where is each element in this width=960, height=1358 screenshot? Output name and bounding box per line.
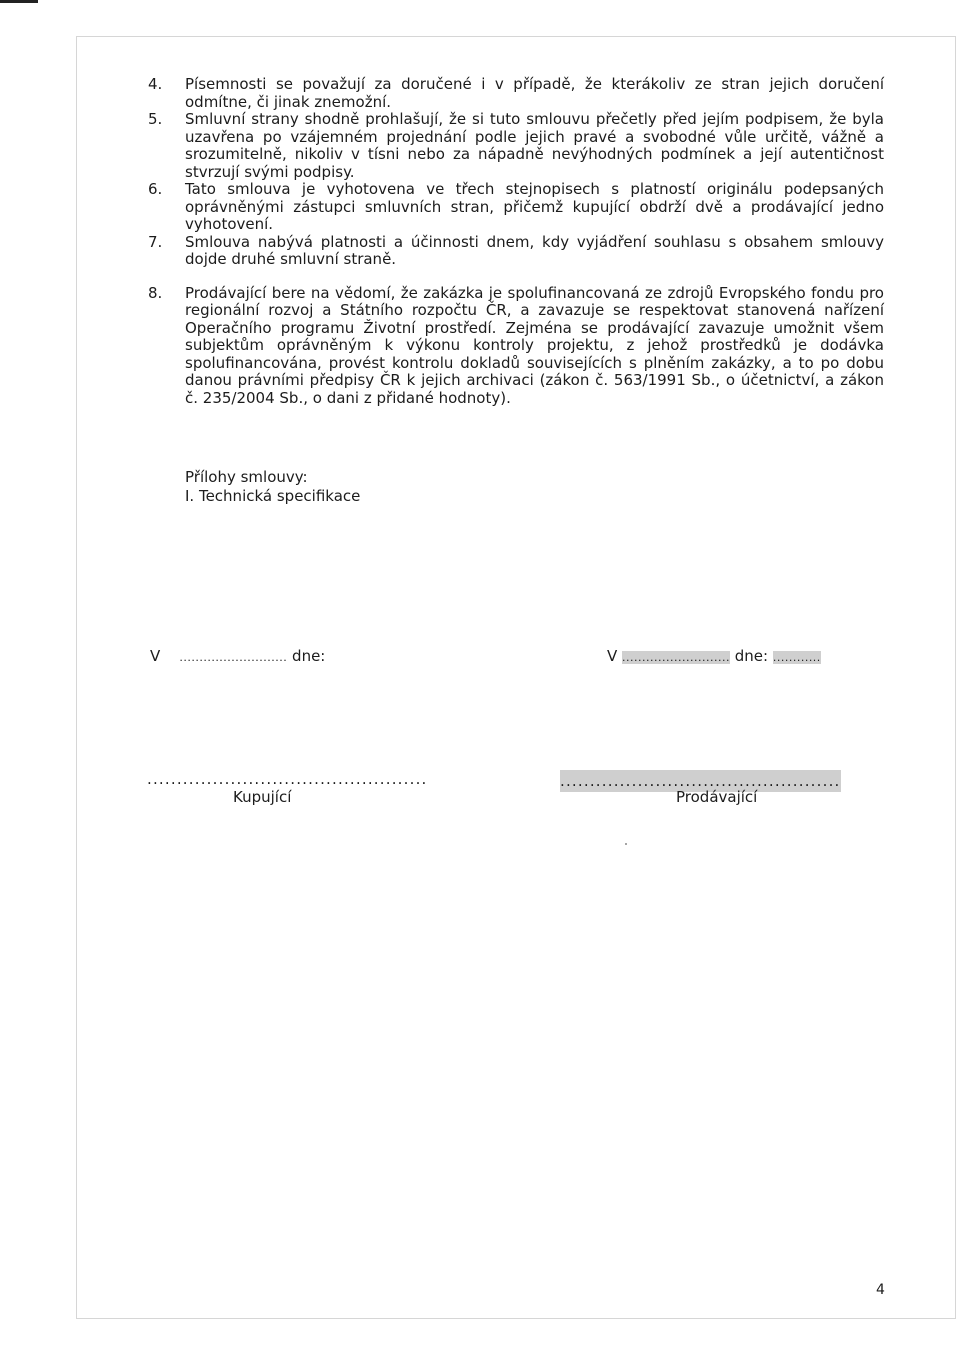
clause-text: Smlouva nabývá platnosti a účinnosti dnem, kdy vyjádření souhlasu s obsahem smlouvy dojde druhé smluvní straně. <box>185 232 884 268</box>
contract-clauses <box>148 76 884 407</box>
clause-8 <box>148 285 884 408</box>
place-dots-redacted: ........................... <box>622 651 730 664</box>
clause-5 <box>148 111 884 181</box>
signing-place-right <box>607 647 821 665</box>
clause-text: Tato smlouva je vyhotovena ve třech stejnopisech s platností originálu podepsaných oprávněnými zástupci smluvních stran, přičemž kupující obdrží dvě a prodávající jedno vyhotovení. <box>185 180 884 233</box>
clause-number: 6. <box>148 180 163 198</box>
clause-4 <box>148 76 884 111</box>
scan-edge-mark <box>0 0 38 3</box>
scan-speck <box>625 843 627 845</box>
clause-number: 8. <box>148 283 163 302</box>
place-dots: ........................... <box>179 651 288 664</box>
buyer-label: Kupující <box>233 788 292 806</box>
clause-text: Smluvní strany shodně prohlašují, že si tuto smlouvu přečetly před jejím podpisem, že byla uzavřena po vzájemném projednání podle jejich pravé a svobodné vůle určitě, vážně a srozumitelně, nikoliv v tísni nebo za nápadně nevýhodných podmínek a její autentičnost stvrzují svými podpisy. <box>185 110 884 181</box>
clause-number: 7. <box>148 232 163 251</box>
seller-signature-line-redacted: ............................................... <box>560 772 841 790</box>
clause-number: 4. <box>148 75 163 93</box>
date-label: dne: <box>292 647 326 665</box>
clause-6 <box>148 181 884 234</box>
attachments-heading: Přílohy smlouvy: <box>185 468 308 486</box>
place-prefix: V <box>607 647 618 665</box>
place-prefix: V <box>150 647 161 665</box>
buyer-signature-line: ............................................... <box>147 770 428 788</box>
seller-label: Prodávající <box>676 788 758 806</box>
attachment-item: I. Technická specifikace <box>185 487 361 505</box>
date-dots-redacted: ............ <box>772 651 821 664</box>
signing-place-left <box>150 647 325 665</box>
attachments-section <box>185 468 360 506</box>
clause-text: Písemnosti se považují za doručené i v případě, že kterákoliv ze stran jejich doručení odmítne, či jinak znemožní. <box>185 75 884 111</box>
page-number: 4 <box>876 1282 885 1298</box>
clause-number: 5. <box>148 110 163 128</box>
clause-7 <box>148 234 884 269</box>
date-label: dne: <box>734 647 769 665</box>
clause-text: Prodávající bere na vědomí, že zakázka je spolufinancovaná ze zdrojů Evropského fondu pro regionální rozvoj a Státního rozpočtu ČR, a zavazuje se respektovat stanovená nařízení Operačního programu Životní prostředí. Zejména se prodávající zavazuje umožnit všem subjektům oprávněným k výkonu kontroly projektu, z jehož prostředků je dodávka spolufinancována, provést kontrolu dokladů souvisejících s plněním zakázky, a to po dobu danou právními předpisy ČR k jejich archivaci (zákon č. 563/1991 Sb., o účetnictví, a zákon č. 235/2004 Sb., o dani z přidané hodnoty). <box>185 283 884 407</box>
